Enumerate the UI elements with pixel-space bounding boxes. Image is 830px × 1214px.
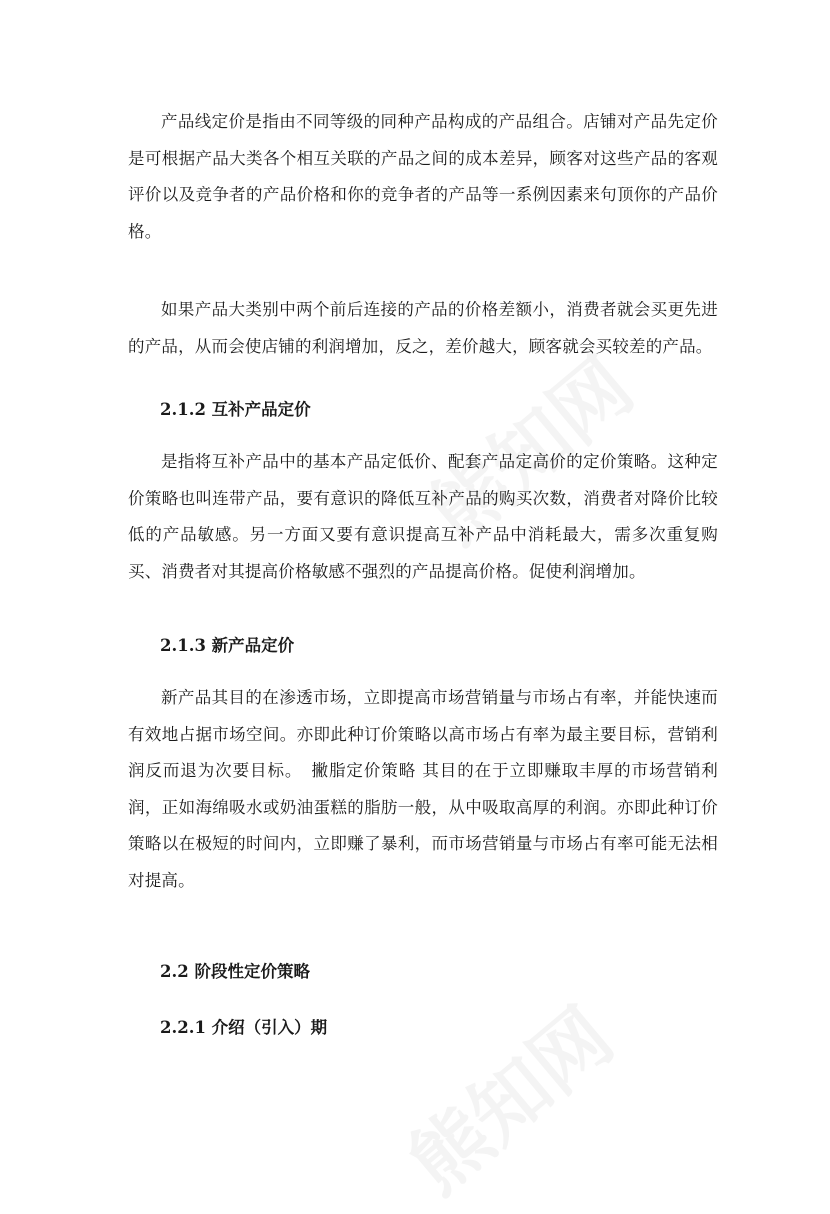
heading-2-1-2: 2.1.2 互补产品定价 bbox=[160, 400, 311, 419]
heading-2-2-1: 2.2.1 介绍（引入）期 bbox=[160, 1018, 328, 1037]
heading-2-1-3: 2.1.3 新产品定价 bbox=[160, 636, 295, 655]
paragraph-complementary-pricing: 是指将互补产品中的基本产品定低价、配套产品定高价的定价策略。这种定价策略也叫连带产品，要有意识的降低互补产品的购买次数，消费者对降价比较低的产品敏感。另一方面又要有意识提高互补产品中消耗最大，需多次重复购买、消费者对其提高价格敏感不强烈的产品提高价格。促使利润增加。 bbox=[128, 452, 718, 581]
paragraph-price-gap: 如果产品大类别中两个前后连接的产品的价格差额小，消费者就会买更先进的产品，从而会使店铺的利润增加，反之，差价越大，顾客就会买较差的产品。 bbox=[128, 300, 718, 356]
paragraph-product-line-pricing: 产品线定价是指由不同等级的同种产品构成的产品组合。店铺对产品先定价是可根据产品大类各个相互关联的产品之间的成本差异，顾客对这些产品的客观评价以及竞争者的产品价格和你的竞争者的产品等一系例因素来句顶你的产品价格。 bbox=[128, 112, 718, 241]
paragraph-new-product-pricing: 新产品其目的在渗透市场，立即提高市场营销量与市场占有率，并能快速而有效地占据市场空间。亦即此种订价策略以高市场占有率为最主要目标，营销利润反而退为次要目标。 撇脂定价策略 其目的在于立即赚取丰厚的市场营销利润，正如海绵吸水或奶油蛋糕的脂肪一般，从中吸取高厚的利润。亦即此种订价策略以在极短的时间内，立即赚了暴利，而市场营销量与市场占有率可能无法相对提高。 bbox=[128, 688, 718, 890]
watermark-lower bbox=[381, 978, 632, 1214]
heading-2-2: 2.2 阶段性定价策略 bbox=[160, 962, 310, 981]
